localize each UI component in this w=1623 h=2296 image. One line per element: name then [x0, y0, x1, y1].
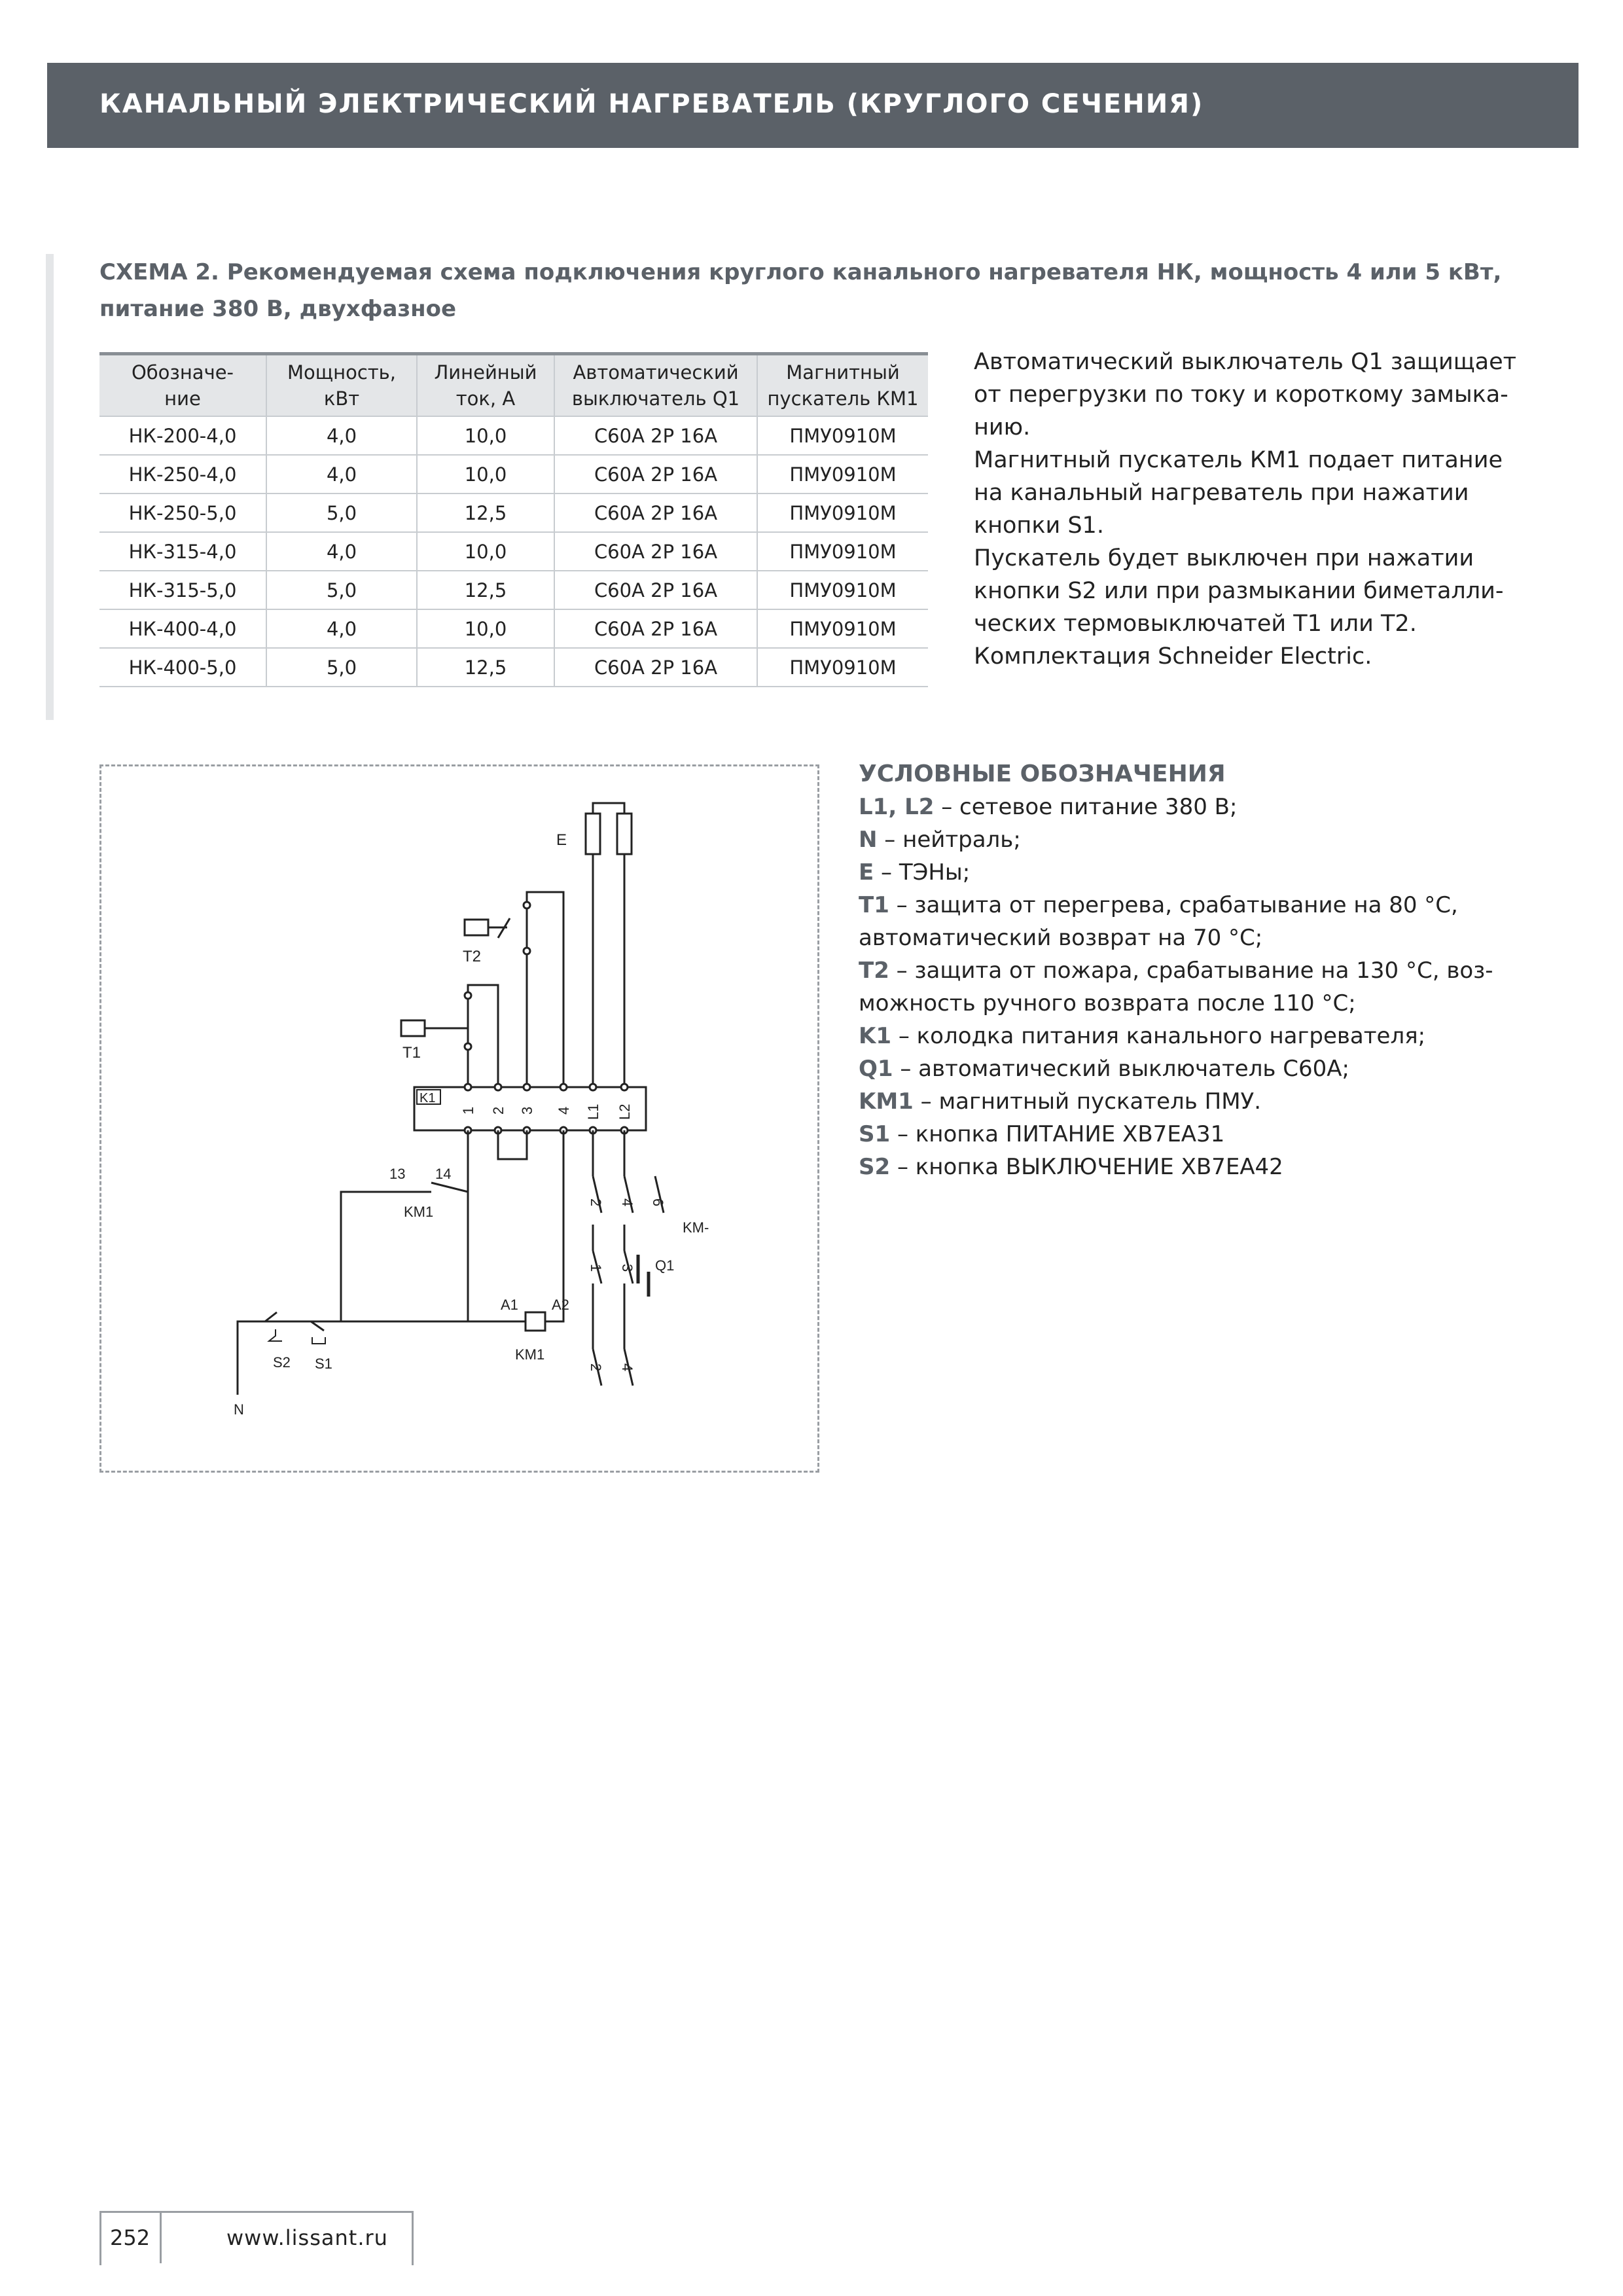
- label-km1-coil: KM1: [515, 1346, 545, 1363]
- term-label-2: 2: [490, 1106, 507, 1115]
- label-q1: Q1: [655, 1257, 675, 1274]
- label-k1: K1: [419, 1091, 436, 1105]
- table-cell: 4,0: [266, 416, 417, 455]
- table-cell: 5,0: [266, 493, 417, 532]
- label-km1-aux: KM1: [404, 1204, 434, 1220]
- description-paragraph: Автоматический выключатель Q1 защищает от перегрузки по току и короткому замыка-нию.: [974, 349, 1517, 440]
- header-title: КАНАЛЬНЫЙ ЭЛЕКТРИЧЕСКИЙ НАГРЕВАТЕЛЬ (КРУГЛОГО СЕЧЕНИЯ): [99, 89, 1204, 119]
- t1-terminal-b: [465, 1043, 471, 1050]
- table-cell: 4,0: [266, 609, 417, 648]
- table-cell: ПМУ0910М: [757, 571, 928, 609]
- table-cell: 10,0: [417, 416, 554, 455]
- col-header-starter: Магнитный пускатель КМ1: [757, 354, 928, 417]
- label-t1: T1: [402, 1044, 421, 1062]
- col-header-power: Мощность, кВт: [266, 354, 417, 417]
- heater-element-1: [586, 814, 600, 854]
- table-row: [99, 609, 928, 648]
- label-pole-1-q1: 1: [588, 1264, 604, 1272]
- label-s2: S2: [273, 1354, 291, 1371]
- table-cell: ПМУ0910М: [757, 648, 928, 687]
- table-cell: ПМУ0910М: [757, 532, 928, 571]
- page-number: 252: [110, 2225, 151, 2250]
- table-cell: С60А 2Р 16А: [554, 648, 757, 687]
- label-t2: T2: [463, 948, 482, 965]
- legend-item: T2 – защита от пожара, срабатывание на 130 °С, воз-можность ручного возврата после 110 °С;: [859, 958, 1493, 1016]
- table-cell: 10,0: [417, 455, 554, 493]
- table-header-row: [99, 354, 928, 417]
- label-a1: A1: [501, 1297, 518, 1313]
- s2-contact: [265, 1312, 277, 1321]
- description-paragraph: Комплектация Schneider Electric.: [974, 643, 1372, 670]
- legend-item: N – нейтраль;: [859, 827, 1021, 853]
- table-row: [99, 532, 928, 571]
- s1-contact: [311, 1321, 324, 1331]
- term-l2-top: [621, 1084, 628, 1090]
- t2-terminal-a: [524, 902, 530, 908]
- label-pole-4-top: 4: [619, 1198, 635, 1207]
- table-row: [99, 455, 928, 493]
- term-4-top: [560, 1084, 567, 1090]
- wire-to-n: [238, 1321, 261, 1395]
- km1-aux-contact: [431, 1183, 468, 1192]
- table-cell: 12,5: [417, 571, 554, 609]
- scheme-title: [99, 254, 1507, 327]
- label-a2: A2: [552, 1297, 569, 1313]
- table-cell: С60А 2Р 16А: [554, 532, 757, 571]
- label-14: 14: [435, 1166, 452, 1182]
- legend-item: L1, L2 – сетевое питание 380 В;: [859, 794, 1238, 820]
- table-cell: НК-315-5,0: [99, 571, 266, 609]
- table-cell: ПМУ0910М: [757, 609, 928, 648]
- label-13: 13: [389, 1166, 406, 1182]
- label-s1: S1: [315, 1355, 332, 1372]
- legend-block: [859, 758, 1513, 1183]
- table-cell: 5,0: [266, 571, 417, 609]
- table-cell: НК-315-4,0: [99, 532, 266, 571]
- t2-sensor: [465, 920, 488, 935]
- term-l1-top: [590, 1084, 596, 1090]
- heater-element-2: [617, 814, 632, 854]
- table-cell: 4,0: [266, 532, 417, 571]
- label-e: E: [556, 831, 567, 849]
- table-cell: 10,0: [417, 532, 554, 571]
- table-cell: ПМУ0910М: [757, 416, 928, 455]
- table-cell: НК-200-4,0: [99, 416, 266, 455]
- term-3-top: [524, 1084, 530, 1090]
- term-label-l1: L1: [585, 1103, 601, 1120]
- legend-item: KM1 – магнитный пускатель ПМУ.: [859, 1088, 1262, 1115]
- label-pole-2-bottom: 2: [588, 1363, 604, 1372]
- website-link[interactable]: www.lissant.ru: [226, 2225, 388, 2250]
- t1-sensor: [401, 1020, 425, 1036]
- spec-table: [99, 352, 928, 687]
- jumper-2-3: [498, 1130, 527, 1159]
- description-paragraph: Магнитный пускатель КМ1 подает питание на канальный нагреватель при нажатии кнопки S1.: [974, 447, 1503, 539]
- term-2-top: [495, 1084, 501, 1090]
- table-row: [99, 416, 928, 455]
- km1-coil: [526, 1312, 545, 1331]
- label-pole-6-top: 6: [650, 1198, 666, 1207]
- s2-button-icon: [269, 1329, 282, 1341]
- heater-bridge-wire: [593, 803, 624, 814]
- table-cell: НК-400-4,0: [99, 609, 266, 648]
- legend-item: K1 – колодка питания канального нагревателя;: [859, 1023, 1426, 1049]
- wiring-diagram-svg: [101, 766, 821, 1475]
- t2-terminal-b: [524, 948, 530, 954]
- table-cell: С60А 2Р 16А: [554, 416, 757, 455]
- table-cell: 12,5: [417, 648, 554, 687]
- term-label-3: 3: [519, 1106, 535, 1115]
- legend-item: T1 – защита от перегрева, срабатывание на 80 °С, автоматический возврат на 70 °С;: [859, 892, 1458, 951]
- km-pole-1: [593, 1176, 601, 1213]
- legend-item: S2 – кнопка ВЫКЛЮЧЕНИЕ XB7EA42: [859, 1154, 1283, 1180]
- page-header: [47, 63, 1578, 148]
- table-cell: С60А 2Р 16А: [554, 571, 757, 609]
- table-row: [99, 648, 928, 687]
- col-header-breaker: Автоматический выключатель Q1: [554, 354, 757, 417]
- legend-item: S1 – кнопка ПИТАНИЕ XB7EA31: [859, 1121, 1225, 1147]
- description-paragraph: Пускатель будет выключен при нажатии кнопки S2 или при размыкании биметалли-ческих термовыключатей Т1 или Т2.: [974, 545, 1504, 637]
- label-n: N: [234, 1401, 244, 1418]
- wire-t2-term4: [527, 892, 563, 1087]
- t1-terminal-a: [465, 992, 471, 999]
- km-pole-3: [655, 1176, 664, 1213]
- km-pole-2: [624, 1176, 633, 1213]
- table-cell: ПМУ0910М: [757, 493, 928, 532]
- legend-item: E – ТЭНы;: [859, 859, 971, 886]
- term-label-4: 4: [556, 1106, 572, 1115]
- table-cell: 5,0: [266, 648, 417, 687]
- scheme-title-line2: питание 380 В, двухфазное: [99, 296, 457, 322]
- footer-divider: [160, 2211, 162, 2263]
- wire-t1-term2: [468, 985, 498, 1087]
- legend-title: УСЛОВНЫЕ ОБОЗНАЧЕНИЯ: [859, 761, 1226, 787]
- label-km-top: KM-: [683, 1219, 709, 1236]
- table-cell: 4,0: [266, 455, 417, 493]
- col-header-current: Линейный ток, А: [417, 354, 554, 417]
- table-cell: С60А 2Р 16А: [554, 609, 757, 648]
- table-row: [99, 493, 928, 532]
- table-cell: НК-250-4,0: [99, 455, 266, 493]
- table-cell: ПМУ0910М: [757, 455, 928, 493]
- label-pole-4-bottom: 4: [619, 1363, 635, 1372]
- s1-button-icon: [312, 1337, 325, 1344]
- table-row: [99, 571, 928, 609]
- wiring-diagram: [99, 764, 819, 1473]
- description-block: [974, 346, 1524, 673]
- label-pole-2-top: 2: [588, 1198, 604, 1207]
- table-cell: НК-250-5,0: [99, 493, 266, 532]
- term-label-l2: L2: [616, 1103, 633, 1120]
- table-cell: 10,0: [417, 609, 554, 648]
- term-1-top: [465, 1084, 471, 1090]
- side-accent-bar: [46, 254, 54, 720]
- term-label-1: 1: [460, 1106, 476, 1115]
- scheme-title-line1: СХЕМА 2. Рекомендуемая схема подключения круглого канального нагревателя НК, мощность 4 или 5 кВт,: [99, 259, 1502, 285]
- table-cell: С60А 2Р 16А: [554, 455, 757, 493]
- label-pole-3-q1: 3: [619, 1264, 635, 1272]
- table-cell: 12,5: [417, 493, 554, 532]
- table-cell: С60А 2Р 16А: [554, 493, 757, 532]
- table-cell: НК-400-5,0: [99, 648, 266, 687]
- col-header-designation: Обозначе- ние: [99, 354, 266, 417]
- legend-item: Q1 – автоматический выключатель С60А;: [859, 1056, 1349, 1082]
